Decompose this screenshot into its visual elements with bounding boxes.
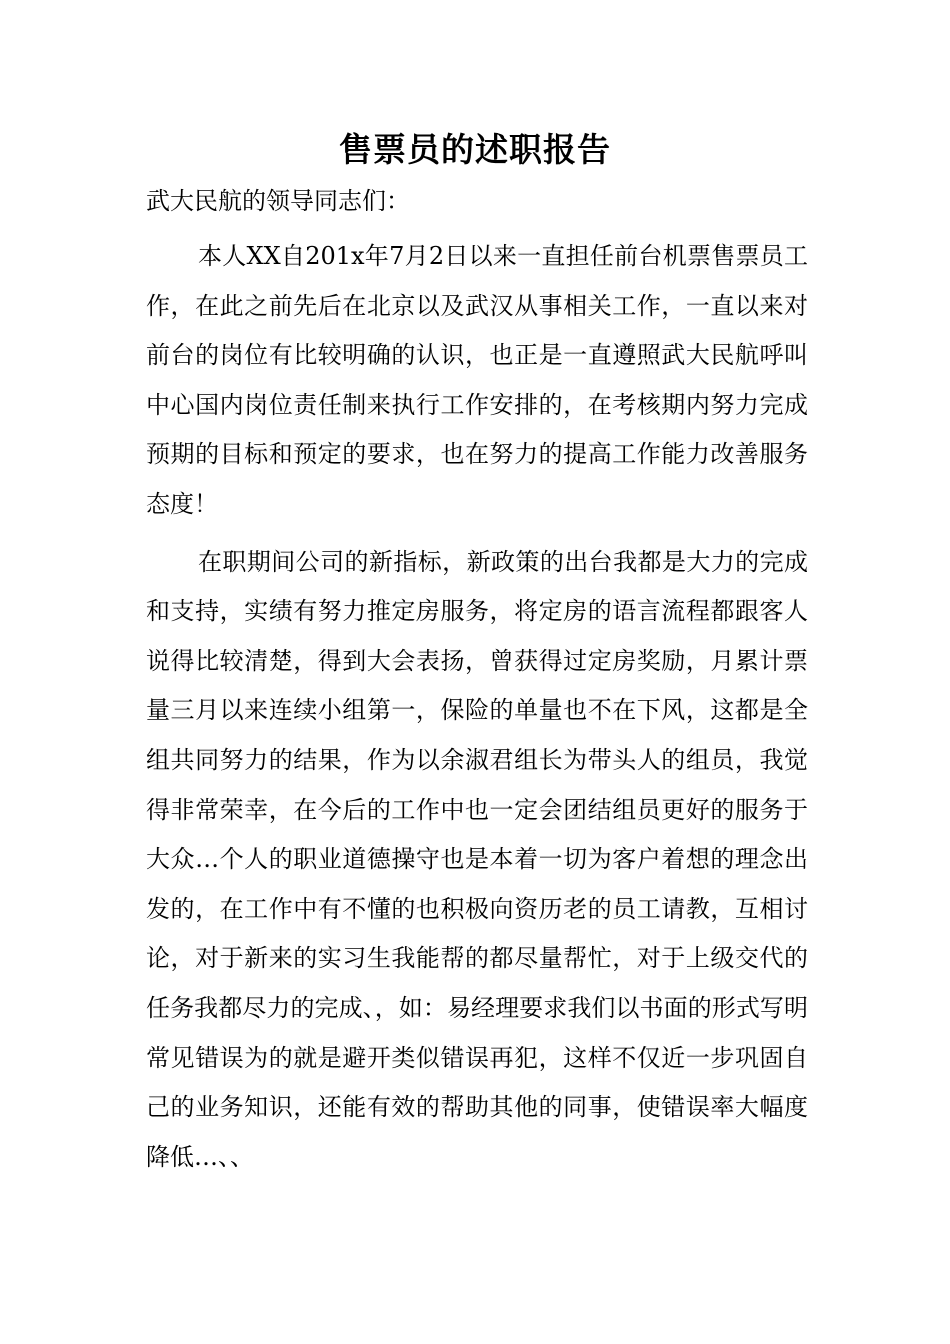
document-title: 售票员的述职报告	[339, 130, 611, 169]
paragraph-2: 在职期间公司的新指标，新政策的出台我都是大力的完成和支持，实绩有努力推定房服务，将定房的语言流程都跟客人说得比较清楚，得到大会表扬，曾获得过定房奖励，月累计票量三月以来连续小组第一，保险的单量也不在下风，这都是全组共同努力的结果，作为以余淑君组长为带头人的组员，我觉得非常荣幸，在今后的工作中也一定会团结组员更好的服务于大众…个人的职业道德操守也是本着一切为客户着想的理念出发的，在工作中有不懂的也积极向资历老的员工请教，互相讨论，对于新来的实习生我能帮的都尽量帮忙，对于上级交代的任务我都尽力的完成、，如：易经理要求我们以书面的形式写明常见错误为的就是避开类似错误再犯，这样不仅近一步巩固自己的业务知识，还能有效的帮助其他的同事，使错误率大幅度降低…、、	[146, 547, 808, 1171]
paragraph-spacer	[146, 530, 808, 538]
paragraph-1: 本人XX自201x年7月2日以来一直担任前台机票售票员工作，在此之前先后在北京以及武汉从事相关工作，一直以来对前台的岗位有比较明确的认识，也正是一直遵照武大民航呼叫中心国内岗位责任制来执行工作安排的，在考核期内努力完成预期的目标和预定的要求，也在努力的提高工作能力改善服务态度！	[146, 242, 808, 518]
salutation: 武大民航的领导同志们：	[146, 187, 410, 215]
document-body	[146, 232, 808, 1182]
